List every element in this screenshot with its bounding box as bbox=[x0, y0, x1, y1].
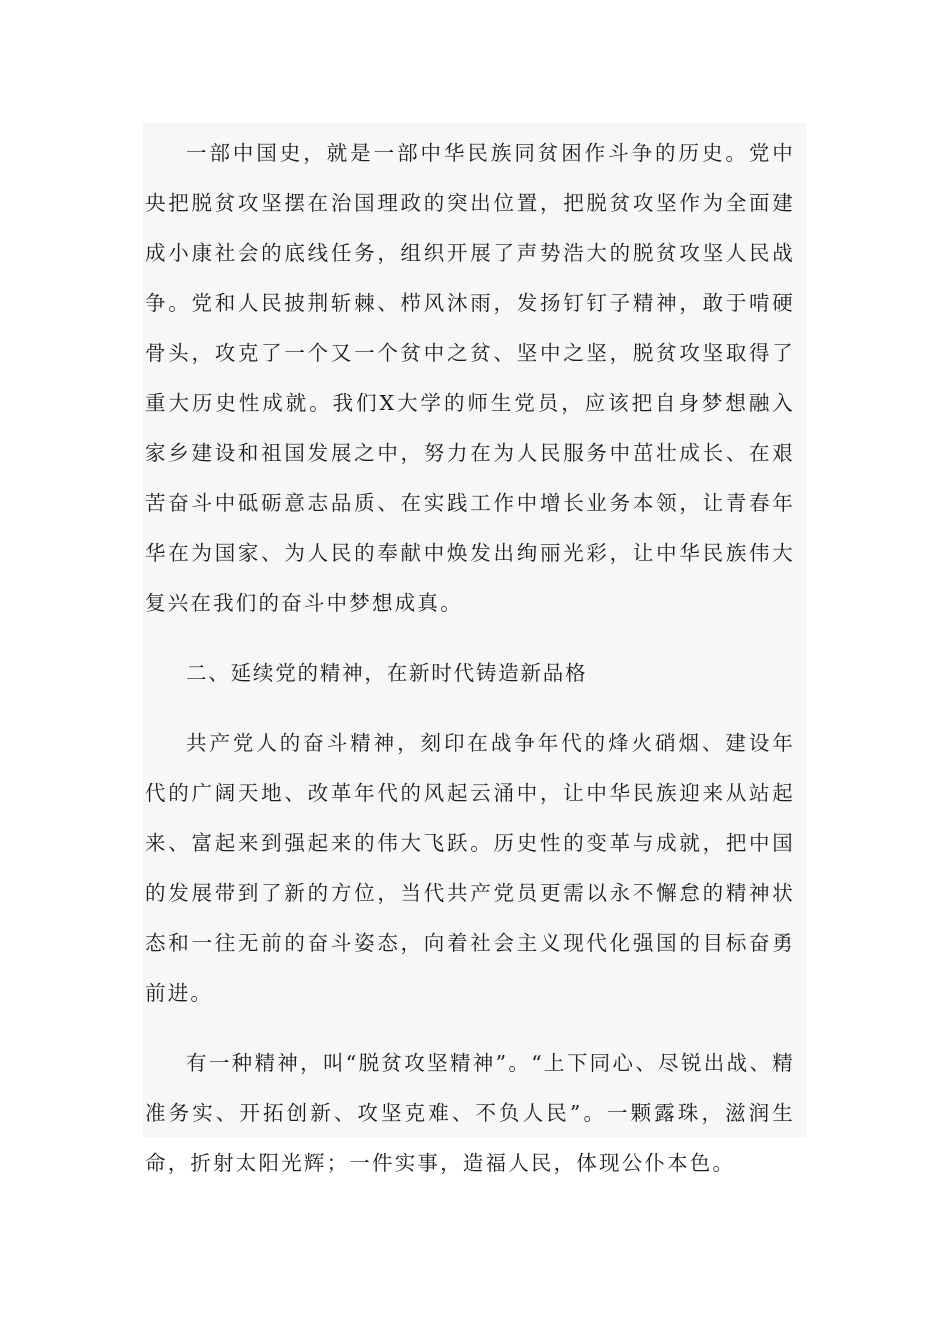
section-heading: 二、延续党的精神，在新时代铸造新品格 bbox=[186, 661, 588, 685]
paragraph-poverty-alleviation-spirit: 有一种精神，叫“脱贫攻坚精神”。“上下同心、尽锐出战、精准务实、开拓创新、攻坚克难、不负人民”。一颗露珠，滋润生命，折射太阳光辉；一件实事，造福人民，体现公仆本色。 bbox=[145, 1051, 795, 1175]
paragraph-struggle-spirit: 共产党人的奋斗精神，刻印在战争年代的烽火硝烟、建设年代的广阔天地、改革年代的风起云涌中，让中华民族迎来从站起来、富起来到强起来的伟大飞跃。历史性的变革与成就，把中国的发展带到了新的方位，当代共产党员更需以永不懈怠的精神状态和一往无前的奋斗姿态，向着社会主义现代化强国的目标奋勇前进。 bbox=[145, 731, 795, 1005]
paragraph-poverty-history: 一部中国史，就是一部中华民族同贫困作斗争的历史。党中央把脱贫攻坚摆在治国理政的突出位置，把脱贫攻坚作为全面建成小康社会的底线任务，组织开展了声势浩大的脱贫攻坚人民战争。党和人民披荆斩棘、栉风沐雨，发扬钉钉子精神，敢于啃硬骨头，攻克了一个又一个贫中之贫、坚中之坚，脱贫攻坚取得了重大历史性成就。我们X大学的师生党员，应该把自身梦想融入家乡建设和祖国发展之中，努力在为人民服务中茁壮成长、在艰苦奋斗中砥砺意志品质、在实践工作中增长业务本领，让青春年华在为国家、为人民的奉献中焕发出绚丽光彩，让中华民族伟大复兴在我们的奋斗中梦想成真。 bbox=[145, 141, 795, 615]
document-body bbox=[145, 128, 795, 1188]
